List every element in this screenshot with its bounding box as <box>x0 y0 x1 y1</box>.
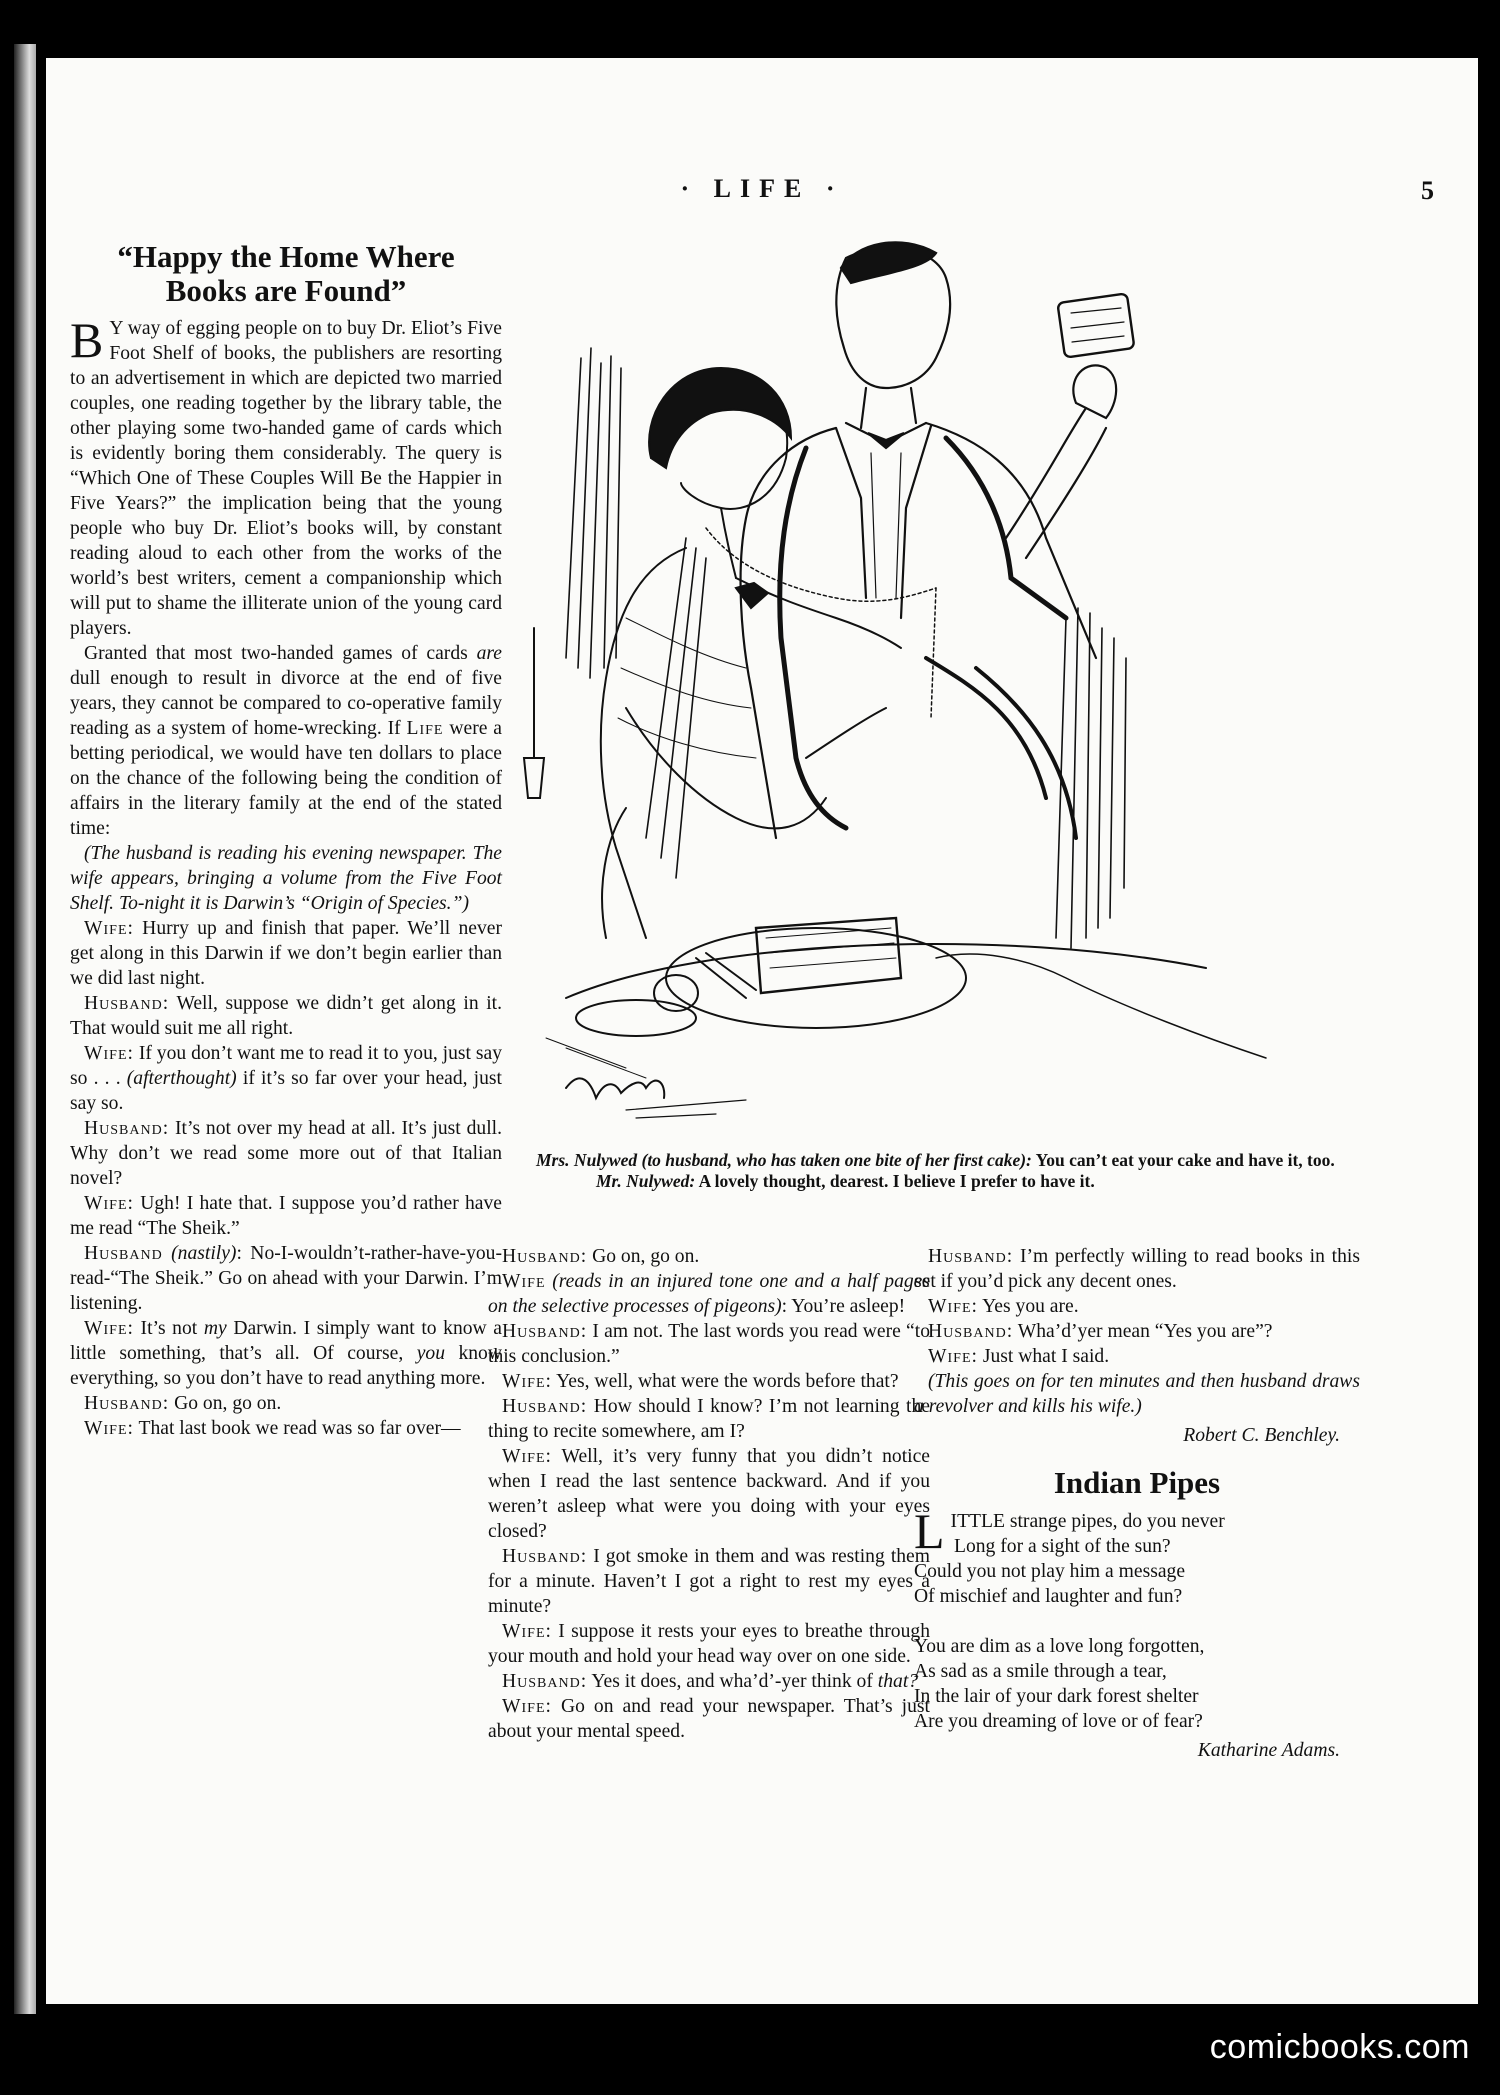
poem-title: Indian Pipes <box>1053 1465 1221 1500</box>
article-paragraph: Granted that most two-handed games of cards are dull enough to result in divorce at the end of five years, they cannot be compared to co-operative family reading as a system of home-wrecking. If Life were a betting periodical, we would have ten dollars to place on the chance of the following being the condition of affairs in the literary family at the end of the stated time: <box>70 643 502 839</box>
dialogue-line: Husband: I’m perfectly willing to read books in this set if you’d pick any decent ones. <box>914 1246 1360 1292</box>
dialogue-line: Wife: It’s not my Darwin. I simply want to know a little something, that’s all. Of course, you know everything, so you don’t have to read anything more. <box>70 1318 503 1389</box>
dialogue-line: Wife: If you don’t want me to read it to you, just say so . . . (afterthought) if it’s so far over your head, just say so. <box>70 1043 502 1114</box>
poem-body <box>914 1503 1360 1763</box>
stage-direction: (This goes on for ten minutes and then husband draws a revolver and kills his wife.) <box>914 1371 1360 1417</box>
dialogue-line: Husband: Go on, go on. <box>84 1393 282 1414</box>
article-column-1 <box>70 240 502 1441</box>
dialogue-line: Husband: I got smoke in them and was resting them for a minute. Haven’t I got a right to rest my eyes a minute? <box>488 1546 930 1617</box>
article-column-2 <box>488 1244 930 1744</box>
dialogue-line: Wife: I suppose it rests your eyes to breathe through your mouth and hold your head way over on one side. <box>488 1621 930 1667</box>
magazine-header: · LIFE · <box>680 174 844 203</box>
drop-cap: L <box>914 1503 945 1559</box>
dialogue-line: Wife: Yes, well, what were the words before that? <box>502 1371 899 1392</box>
woman-figure <box>601 368 936 938</box>
dialogue-line: Wife: Go on and read your newspaper. That’s just about your mental speed. <box>488 1696 930 1742</box>
watermark: comicbooks.com <box>1209 2028 1470 2066</box>
illustration-caption: Mrs. Nulywed (to husband, who has taken one bite of her first cake): You can’t eat your cake and have it, too. Mr. Nulywed: A lovely thought, dearest. I believe I prefer to have it. <box>536 1150 1335 1191</box>
dialogue-line: Wife: Just what I said. <box>928 1346 1110 1367</box>
article-title: “Happy the Home Where Books are Found” <box>117 239 455 308</box>
article-paragraph: B Y way of egging people on to buy Dr. Eliot’s Five Foot Shelf of books, the publishers are resorting to an advertisement in which are depicted two married couples, one reading together by the library table, the other playing some two-handed game of cards which is evidently boring them considerably. The query is “Which One of These Couples Will Be the Happier in Five Years?” the implication being that the young people who buy Dr. Eliot’s books will, by constant reading aloud to each other from the works of the world’s best writers, cement a companionship which will put to shame the illiterate union of the young card players. <box>70 312 502 639</box>
article-column-3 <box>914 1244 1360 1763</box>
artist-signature <box>566 1078 664 1098</box>
dialogue-line: Husband: How should I know? I’m not learning the thing to recite somewhere, am I? <box>488 1396 930 1442</box>
couple-illustration <box>506 238 1396 1158</box>
page-number: 5 <box>1421 176 1434 205</box>
dialogue-line: Wife: Yes you are. <box>928 1296 1079 1317</box>
dialogue-line: Wife: Ugh! I hate that. I suppose you’d rather have me read “The Sheik.” <box>70 1193 503 1239</box>
dialogue-line: Husband: I am not. The last words you read were “to this conclusion.” <box>488 1321 930 1367</box>
drop-cap: B <box>70 312 104 368</box>
table-setting <box>524 628 1266 1078</box>
dialogue-line: Wife (reads in an injured tone one and a half pages on the selective processes of pigeons): You’re asleep! <box>488 1271 930 1317</box>
poem-stanza: LITTLE strange pipes, do you never Long for a sight of the sun? Could you not play him a message Of mischief and laughter and fun? <box>914 1503 1225 1607</box>
dialogue-line: Husband: Well, suppose we didn’t get along in it. That would suit me all right. <box>70 993 503 1039</box>
dialogue-line: Wife: That last book we read was so far over— <box>84 1418 461 1439</box>
dialogue-line: Husband: It’s not over my head at all. It’s just dull. Why don’t we read some more out of that Italian novel? <box>70 1118 502 1189</box>
dialogue-line: Husband: Yes it does, and wha’d’-yer think of that? <box>502 1671 919 1692</box>
poem-author: Katharine Adams. <box>1197 1740 1340 1761</box>
magazine-page <box>46 58 1478 2004</box>
stage-direction: (The husband is reading his evening newspaper. The wife appears, bringing a volume from the Five Foot Shelf. To-night it is Darwin’s “Origin of Species.”) <box>70 843 502 914</box>
dialogue-line: Husband (nastily): No-I-wouldn’t-rather-have-you-read-“The Sheik.” Go on ahead with your Darwin. I’m listening. <box>70 1243 502 1314</box>
binding-spine <box>14 44 36 2014</box>
article-signature: Robert C. Benchley. <box>1183 1425 1340 1446</box>
dialogue-line: Wife: Well, it’s very funny that you didn’t notice when I read the last sentence backward. And if you weren’t asleep what were you doing with your eyes closed? <box>488 1446 930 1542</box>
dialogue-line: Husband: Wha’d’yer mean “Yes you are”? <box>928 1321 1273 1342</box>
poem-stanza: You are dim as a love long forgotten, As sad as a smile through a tear, In the lair of your dark forest shelter Are you dreaming of love or of fear? <box>914 1636 1205 1732</box>
dialogue-line: Wife: Hurry up and finish that paper. We’ll never get along in this Darwin if we don’t begin earlier than we did last night. <box>70 918 502 989</box>
dialogue-line: Husband: Go on, go on. <box>502 1246 700 1267</box>
